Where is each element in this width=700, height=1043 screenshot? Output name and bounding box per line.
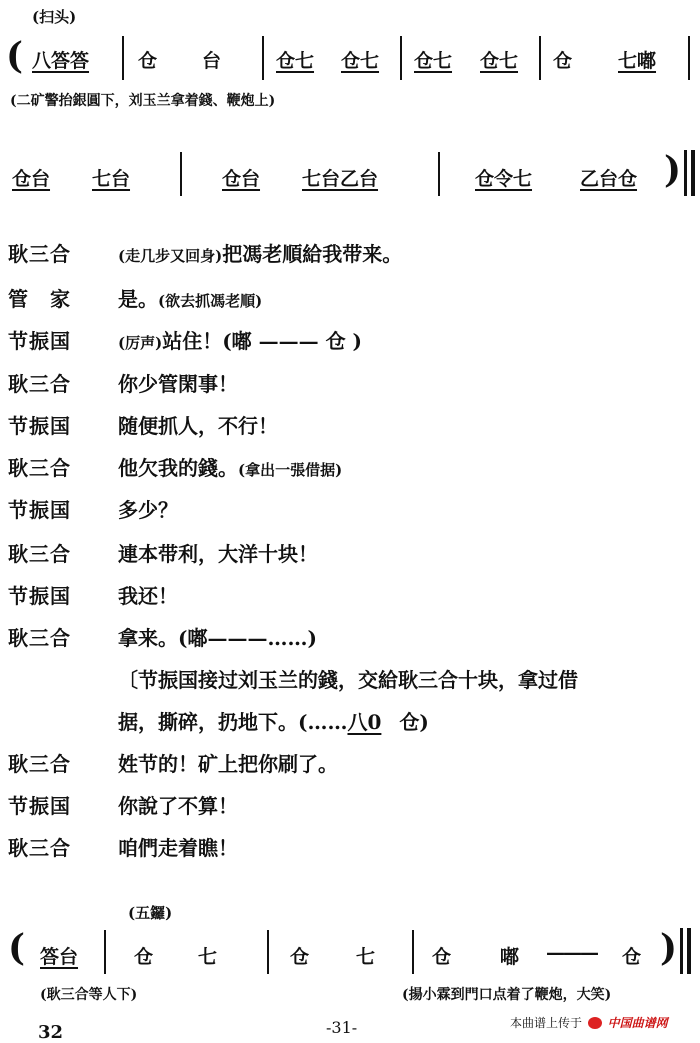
stage-direction-line — [118, 706, 429, 735]
speech-line — [118, 238, 402, 267]
gong-cell: 七台乙台 — [302, 168, 379, 190]
measure-bar — [688, 36, 690, 80]
upload-notice — [510, 1014, 668, 1031]
measure-bar — [104, 930, 106, 974]
stage-direction-text: 据，撕碎，扔地下。(…… — [118, 710, 348, 734]
block1-heading: (扫头) — [32, 8, 77, 26]
measure-bar — [262, 36, 264, 80]
speech-text: 拿来。(嘟———……) — [118, 626, 317, 650]
gong-cell: 仓台 — [222, 168, 261, 190]
stage-direction-text: 仓) — [399, 710, 429, 734]
speech-text: 随便抓人，不行！ — [118, 414, 278, 438]
final-bar — [684, 150, 687, 196]
gong-cell: 嘟 — [500, 946, 520, 968]
block3-heading: (五鑼) — [128, 904, 173, 922]
gong-cell: 仓七 — [341, 50, 380, 72]
speaker-name: 耿三合 — [8, 836, 71, 860]
site-link[interactable]: 中国曲谱网 — [607, 1016, 668, 1030]
speech-text: 你少管閑事！ — [118, 372, 238, 396]
speaker-name: 耿三合 — [8, 752, 71, 776]
speaker-name: 耿三合 — [8, 242, 71, 266]
speech-line — [118, 410, 278, 439]
speech-line — [118, 368, 238, 397]
block1-stage-direction: (二矿警抬銀圓下，刘玉兰拿着錢、鞭炮上) — [10, 93, 276, 109]
gong-cell: 七嘟 — [618, 50, 657, 72]
gong-cell: 仓 — [138, 50, 158, 72]
measure-bar — [539, 36, 541, 80]
upload-text: 本曲谱上传于 — [510, 1016, 583, 1030]
measure-bar — [180, 152, 182, 196]
block3-close-paren: ) — [660, 927, 678, 969]
block1-open-paren: ( — [6, 35, 24, 77]
measure-bar — [267, 930, 269, 974]
stage-direction-line: 〔节振国接过刘玉兰的錢，交給耿三合十块，拿过借 — [118, 668, 578, 692]
gong-cell: 仓 — [290, 946, 310, 968]
stage-cue: (厉声) — [118, 334, 163, 352]
measure-bar — [122, 36, 124, 80]
speaker-name: 节振国 — [8, 414, 71, 438]
stage-cue: (走几步又回身) — [118, 247, 223, 265]
gong-cell: 仓令七 — [475, 168, 533, 190]
speech-line — [118, 452, 342, 481]
gong-cell: 仓 — [134, 946, 154, 968]
stage-cue: (欲去抓馮老順) — [158, 292, 263, 310]
speaker-name: 节振国 — [8, 584, 71, 608]
block2-close-paren: ) — [664, 149, 682, 191]
speaker-name: 耿三合 — [8, 542, 71, 566]
gong-cell: 仓七 — [414, 50, 453, 72]
speaker-name: 耿三合 — [8, 372, 71, 396]
speech-line — [118, 538, 318, 567]
speech-text: 我还！ — [118, 584, 178, 608]
speech-line — [118, 494, 178, 523]
page-number-center: -31- — [326, 1018, 358, 1037]
block3-direction-left: (耿三合等人下) — [40, 987, 138, 1003]
gong-cell: 八0 — [347, 710, 382, 734]
gong-cell: 七 — [356, 946, 376, 968]
speaker-name: 节振国 — [8, 329, 71, 353]
gong-cell: 仓台 — [12, 168, 51, 190]
speaker-name: 节振国 — [8, 498, 71, 522]
gong-cell: 乙台仓 — [580, 168, 638, 190]
site-logo-icon — [588, 1017, 602, 1029]
gong-cell: 八答答 — [32, 50, 90, 72]
measure-bar — [400, 36, 402, 80]
stage-cue: (拿出一張借据) — [238, 461, 343, 479]
gong-cell: 仓 — [432, 946, 452, 968]
final-bar — [687, 928, 691, 974]
measure-bar — [438, 152, 440, 196]
gong-cell: 答台 — [40, 946, 79, 968]
block3-open-paren: ( — [8, 927, 26, 969]
gong-cell: ——— — [546, 942, 597, 964]
speech-text: 他欠我的錢。 — [118, 456, 238, 480]
speech-line — [118, 580, 178, 609]
speech-line — [118, 325, 362, 354]
speech-line — [118, 283, 262, 312]
speech-line: 你說了不算！ — [118, 794, 238, 818]
measure-bar — [412, 930, 414, 974]
speaker-name: 节振国 — [8, 794, 71, 818]
gong-cell: 仓七 — [276, 50, 315, 72]
speech-text: 連本带利，大洋十块！ — [118, 542, 318, 566]
speech-text: 把馮老順給我带来。 — [222, 242, 403, 266]
gong-cell: 仓 — [553, 50, 573, 72]
gong-cell: 仓七 — [480, 50, 519, 72]
speaker-name: 管 家 — [8, 287, 71, 311]
gong-cell: 七台 — [92, 168, 131, 190]
page-number-left: 32 — [38, 1022, 64, 1043]
speech-line: 咱們走着瞧！ — [118, 836, 238, 860]
final-bar — [691, 150, 695, 196]
gong-cell: 七 — [198, 946, 218, 968]
speech-line: 姓节的！矿上把你刷了。 — [118, 752, 338, 776]
gong-cell: 仓 — [622, 946, 642, 968]
gong-cell: 台 — [202, 50, 222, 72]
speech-text: 是。 — [118, 287, 158, 311]
speech-text: 多少？ — [118, 498, 178, 522]
speaker-name: 耿三合 — [8, 626, 71, 650]
speech-line — [118, 622, 317, 651]
speaker-name: 耿三合 — [8, 456, 71, 480]
final-bar — [680, 928, 683, 974]
speech-text: 站住！(嘟 ——— 仓 ) — [162, 329, 363, 353]
block3-direction-right: (揚小霖到門口点着了鞭炮，大笑) — [402, 987, 612, 1003]
